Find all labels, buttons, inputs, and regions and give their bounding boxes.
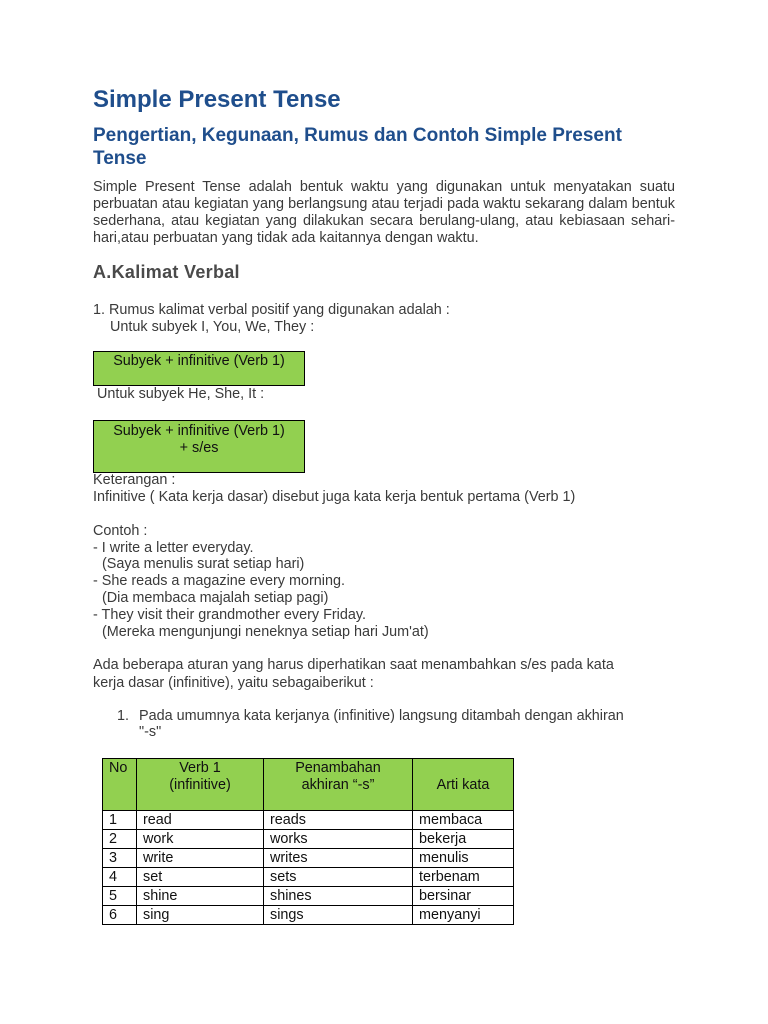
verb-suffix-table: [102, 758, 514, 925]
header-meaning: Arti kata: [413, 759, 514, 811]
cell-verb: write: [137, 849, 264, 868]
cell-verb: sing: [137, 906, 264, 925]
formula-2-line-1: Subyek + infinitive (Verb 1): [113, 423, 285, 439]
table-row: [103, 887, 514, 906]
table-row: [103, 868, 514, 887]
cell-verb: set: [137, 868, 264, 887]
rules-intro-line-2: kerja dasar (infinitive), yaitu sebagaiberikut :: [93, 675, 374, 691]
cell-meaning: menulis: [413, 849, 514, 868]
example-2-en: - She reads a magazine every morning.: [93, 573, 345, 589]
rules-intro-line-1: Ada beberapa aturan yang harus diperhatikan saat menambahkan s/es pada kata: [93, 657, 614, 673]
rule1-subjects-2: Untuk subyek He, She, It :: [97, 386, 265, 402]
cell-verb: read: [137, 811, 264, 830]
cell-meaning: bersinar: [413, 887, 514, 906]
cell-verb-s: sets: [264, 868, 413, 887]
cell-verb-s: sings: [264, 906, 413, 925]
example-3-id: (Mereka mengunjungi neneknya setiap hari Jum'at): [102, 624, 429, 640]
cell-no: 4: [103, 868, 137, 887]
cell-verb-s: shines: [264, 887, 413, 906]
table-header-row: [103, 759, 514, 811]
header-suffix: Penambahan akhiran “-s”: [264, 759, 413, 811]
example-1-en: - I write a letter everyday.: [93, 540, 254, 556]
table-row: [103, 906, 514, 925]
cell-meaning: membaca: [413, 811, 514, 830]
formula-box-2: [93, 420, 305, 473]
page-title: Simple Present Tense: [93, 86, 341, 113]
keterangan-text: Infinitive ( Kata kerja dasar) disebut juga kata kerja bentuk pertama (Verb 1): [93, 489, 576, 505]
cell-meaning: menyanyi: [413, 906, 514, 925]
rule-item-line-1: Pada umumnya kata kerjanya (infinitive) langsung ditambah dengan akhiran: [139, 708, 624, 724]
cell-verb: work: [137, 830, 264, 849]
header-no: No: [103, 759, 137, 811]
cell-no: 6: [103, 906, 137, 925]
example-3-en: - They visit their grandmother every Friday.: [93, 607, 366, 623]
keterangan-label: Keterangan :: [93, 472, 176, 488]
cell-meaning: bekerja: [413, 830, 514, 849]
cell-verb-s: reads: [264, 811, 413, 830]
page-subtitle: Pengertian, Kegunaan, Rumus dan Contoh Simple Present Tense: [93, 125, 622, 169]
formula-box-1: [93, 351, 305, 386]
formula-2-line-2: + s/es: [179, 440, 219, 456]
table-row: [103, 830, 514, 849]
rule1-subjects: Untuk subyek I, You, We, They :: [110, 319, 315, 335]
cell-no: 5: [103, 887, 137, 906]
cell-verb-s: works: [264, 830, 413, 849]
cell-no: 2: [103, 830, 137, 849]
example-2-id: (Dia membaca majalah setiap pagi): [102, 590, 329, 606]
rule1-intro: 1. Rumus kalimat verbal positif yang digunakan adalah :: [93, 302, 450, 318]
formula-1-text: Subyek + infinitive (Verb 1): [113, 353, 285, 369]
cell-no: 1: [103, 811, 137, 830]
rule-item-line-2: "-s": [139, 724, 162, 740]
section-heading-a: A.Kalimat Verbal: [93, 262, 240, 282]
cell-verb-s: writes: [264, 849, 413, 868]
cell-meaning: terbenam: [413, 868, 514, 887]
contoh-label: Contoh :: [93, 523, 148, 539]
table-row: [103, 849, 514, 868]
cell-no: 3: [103, 849, 137, 868]
cell-verb: shine: [137, 887, 264, 906]
header-verb1: Verb 1 (infinitive): [137, 759, 264, 811]
rule-item-number: 1.: [117, 708, 130, 724]
example-1-id: (Saya menulis surat setiap hari): [102, 556, 305, 572]
intro-paragraph: Simple Present Tense adalah bentuk waktu yang digunakan untuk menyatakan suatu perbuatan atau kegiatan yang berlangsung atau terjadi pada waktu sekarang dalam bentuk sederhana, atau kegiatan yang dilakukan secara berulang-ulang, atau kebiasaan sehari-hari,atau perbuatan yang tidak ada kaitannya dengan waktu.: [93, 179, 675, 246]
table-row: [103, 811, 514, 830]
